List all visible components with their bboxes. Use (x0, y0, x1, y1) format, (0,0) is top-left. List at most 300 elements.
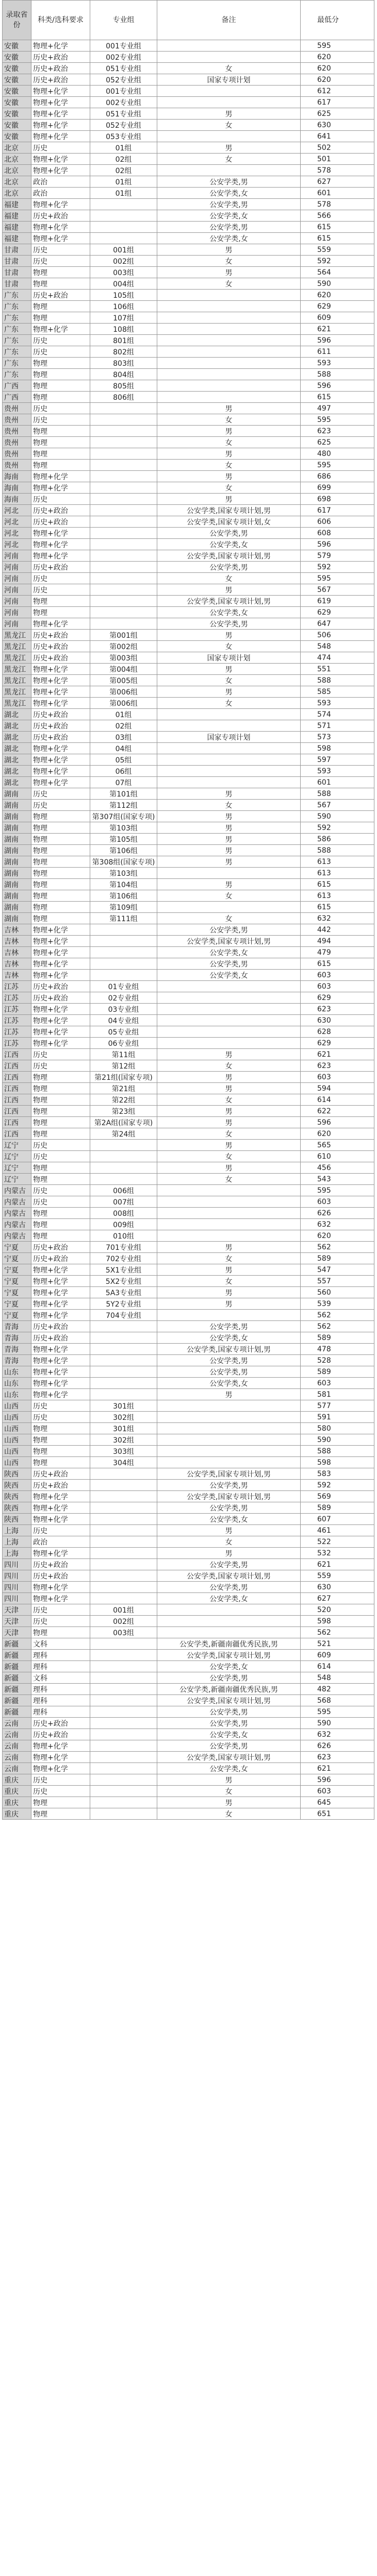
cell-group: 001组 (90, 244, 157, 256)
cell-score: 606 (301, 516, 374, 528)
cell-group: 07组 (90, 777, 157, 788)
cell-province: 广东 (3, 301, 31, 312)
cell-subject: 物理+化学 (31, 1276, 90, 1287)
cell-note: 公安学类,男 (157, 1740, 301, 1752)
cell-group (90, 199, 157, 210)
cell-province: 江苏 (3, 1038, 31, 1049)
cell-group: 第103组 (90, 822, 157, 834)
cell-province: 吉林 (3, 936, 31, 947)
cell-province: 辽宁 (3, 1140, 31, 1151)
cell-group (90, 403, 157, 414)
cell-province: 上海 (3, 1548, 31, 1559)
cell-subject: 政治 (31, 1536, 90, 1548)
cell-group (90, 1502, 157, 1514)
cell-province: 江西 (3, 1072, 31, 1083)
cell-province: 广东 (3, 346, 31, 358)
cell-score: 569 (301, 1491, 374, 1502)
cell-subject: 物理 (31, 1174, 90, 1185)
table-row (3, 1060, 374, 1072)
cell-subject: 历史+政治 (31, 652, 90, 664)
table-row (3, 641, 374, 652)
cell-group: 01组 (90, 188, 157, 199)
table-row (3, 1627, 374, 1638)
cell-province: 宁夏 (3, 1264, 31, 1276)
cell-province: 江西 (3, 1117, 31, 1128)
cell-note: 男 (157, 879, 301, 890)
cell-subject: 物理 (31, 426, 90, 437)
cell-group: 302组 (90, 1434, 157, 1446)
cell-subject: 物理 (31, 822, 90, 834)
table-row (3, 1106, 374, 1117)
cell-group: 004组 (90, 278, 157, 290)
cell-score: 521 (301, 1638, 374, 1650)
cell-score: 613 (301, 868, 374, 879)
cell-score: 588 (301, 369, 374, 380)
cell-province: 河南 (3, 573, 31, 584)
cell-note (157, 777, 301, 788)
cell-note: 公安学类,男 (157, 199, 301, 210)
cell-note (157, 1208, 301, 1219)
cell-group (90, 505, 157, 516)
cell-subject: 物理+化学 (31, 1366, 90, 1378)
cell-group: 02组 (90, 720, 157, 732)
table-row (3, 380, 374, 392)
cell-note (157, 131, 301, 142)
cell-group: 052专业组 (90, 120, 157, 131)
cell-subject: 物理+化学 (31, 86, 90, 97)
cell-subject: 物理 (31, 1094, 90, 1106)
cell-note: 国家专项计划 (157, 74, 301, 86)
cell-score: 532 (301, 1548, 374, 1559)
cell-score: 597 (301, 754, 374, 766)
cell-group (90, 1740, 157, 1752)
cell-province: 新疆 (3, 1650, 31, 1661)
cell-province: 湖北 (3, 720, 31, 732)
table-row (3, 1287, 374, 1298)
cell-subject: 历史 (31, 1786, 90, 1797)
cell-score: 528 (301, 1355, 374, 1366)
cell-subject: 历史+政治 (31, 210, 90, 222)
table-row (3, 97, 374, 108)
cell-score: 632 (301, 1219, 374, 1230)
cell-note: 公安学类,女 (157, 1729, 301, 1740)
cell-province: 广西 (3, 380, 31, 392)
cell-subject: 历史 (31, 494, 90, 505)
cell-score: 562 (301, 1627, 374, 1638)
cell-province: 湖南 (3, 856, 31, 868)
cell-province: 新疆 (3, 1684, 31, 1695)
cell-note: 男 (157, 1389, 301, 1400)
cell-subject: 物理+化学 (31, 743, 90, 754)
cell-province: 宁夏 (3, 1253, 31, 1264)
cell-note (157, 1604, 301, 1616)
cell-group (90, 1797, 157, 1808)
cell-note (157, 992, 301, 1004)
cell-note: 女 (157, 437, 301, 448)
cell-subject: 物理 (31, 913, 90, 924)
cell-province: 四川 (3, 1559, 31, 1570)
cell-note (157, 1230, 301, 1242)
cell-score: 501 (301, 154, 374, 165)
table-row (3, 788, 374, 800)
cell-group: 第112组 (90, 800, 157, 811)
cell-group: 第109组 (90, 902, 157, 913)
cell-province: 湖南 (3, 902, 31, 913)
cell-subject: 物理 (31, 811, 90, 822)
cell-score: 623 (301, 1060, 374, 1072)
cell-subject: 历史+政治 (31, 1729, 90, 1740)
cell-province: 宁夏 (3, 1287, 31, 1298)
cell-province: 四川 (3, 1570, 31, 1582)
cell-group: 108组 (90, 324, 157, 335)
table-row (3, 312, 374, 324)
cell-subject: 历史 (31, 1525, 90, 1536)
cell-group (90, 210, 157, 222)
cell-subject: 物理 (31, 1434, 90, 1446)
table-row (3, 63, 374, 74)
cell-score: 567 (301, 800, 374, 811)
cell-group: 第308组(国家专项) (90, 856, 157, 868)
cell-province: 湖南 (3, 811, 31, 822)
cell-subject: 历史 (31, 244, 90, 256)
cell-province: 山西 (3, 1434, 31, 1446)
table-row (3, 1570, 374, 1582)
cell-score: 548 (301, 641, 374, 652)
cell-score: 595 (301, 414, 374, 426)
table-row (3, 1151, 374, 1162)
table-row (3, 845, 374, 856)
cell-note: 公安学类,国家专项计划,男 (157, 1468, 301, 1480)
cell-subject: 历史 (31, 1049, 90, 1060)
cell-province: 安徽 (3, 120, 31, 131)
cell-group: 第12组 (90, 1060, 157, 1072)
cell-score: 474 (301, 652, 374, 664)
cell-province: 吉林 (3, 958, 31, 970)
table-row (3, 199, 374, 210)
cell-subject: 物理 (31, 1446, 90, 1457)
cell-score: 686 (301, 471, 374, 482)
cell-score: 620 (301, 52, 374, 63)
cell-score: 568 (301, 1695, 374, 1706)
cell-subject: 物理+化学 (31, 924, 90, 936)
cell-province: 江苏 (3, 1026, 31, 1038)
cell-subject: 物理+化学 (31, 1752, 90, 1763)
cell-subject: 历史+政治 (31, 630, 90, 641)
cell-province: 宁夏 (3, 1298, 31, 1310)
cell-score: 627 (301, 1593, 374, 1604)
cell-province: 山西 (3, 1446, 31, 1457)
cell-subject: 历史+政治 (31, 1242, 90, 1253)
cell-note: 公安学类,国家专项计划,男 (157, 550, 301, 562)
cell-group: 02组 (90, 165, 157, 176)
cell-subject: 物理+化学 (31, 1502, 90, 1514)
table-row (3, 358, 374, 369)
cell-score: 615 (301, 902, 374, 913)
cell-score: 548 (301, 1672, 374, 1684)
cell-score: 567 (301, 584, 374, 596)
cell-subject: 理科 (31, 1695, 90, 1706)
cell-group (90, 539, 157, 550)
cell-group (90, 958, 157, 970)
cell-group: 009组 (90, 1219, 157, 1230)
cell-score: 603 (301, 981, 374, 992)
cell-score: 589 (301, 1366, 374, 1378)
cell-group: 第106组 (90, 890, 157, 902)
cell-score: 579 (301, 550, 374, 562)
cell-group (90, 1491, 157, 1502)
cell-group: 702专业组 (90, 1253, 157, 1264)
cell-group: 第21组 (90, 1083, 157, 1094)
cell-group (90, 550, 157, 562)
header-province: 录取省份 (3, 1, 31, 40)
cell-group: 801组 (90, 335, 157, 346)
cell-province: 江苏 (3, 1004, 31, 1015)
table-row (3, 1049, 374, 1060)
cell-province: 天津 (3, 1604, 31, 1616)
cell-score: 562 (301, 1310, 374, 1321)
table-row (3, 346, 374, 358)
cell-subject: 物理+化学 (31, 1015, 90, 1026)
cell-province: 安徽 (3, 52, 31, 63)
cell-province: 广西 (3, 392, 31, 403)
cell-note: 女 (157, 675, 301, 686)
cell-group: 第111组 (90, 913, 157, 924)
cell-group (90, 1752, 157, 1763)
cell-note: 男 (157, 108, 301, 120)
cell-group: 5A3专业组 (90, 1287, 157, 1298)
cell-subject: 物理 (31, 1128, 90, 1140)
cell-subject: 物理+化学 (31, 97, 90, 108)
cell-score: 557 (301, 1276, 374, 1287)
cell-note: 男 (157, 267, 301, 278)
cell-group: 5X1专业组 (90, 1264, 157, 1276)
cell-subject: 物理+化学 (31, 1593, 90, 1604)
cell-province: 北京 (3, 142, 31, 154)
cell-note (157, 165, 301, 176)
cell-province: 湖南 (3, 879, 31, 890)
table-row (3, 1015, 374, 1026)
cell-score: 571 (301, 720, 374, 732)
cell-subject: 历史 (31, 1774, 90, 1786)
cell-score: 590 (301, 1718, 374, 1729)
cell-subject: 理科 (31, 1650, 90, 1661)
cell-score: 609 (301, 312, 374, 324)
cell-subject: 物理+化学 (31, 664, 90, 675)
cell-note: 公安学类,女 (157, 539, 301, 550)
cell-group (90, 1718, 157, 1729)
table-row (3, 936, 374, 947)
cell-subject: 物理+化学 (31, 222, 90, 233)
table-row (3, 1729, 374, 1740)
cell-group (90, 1582, 157, 1593)
cell-note: 公安学类,男 (157, 222, 301, 233)
cell-subject: 物理+化学 (31, 550, 90, 562)
cell-subject: 历史 (31, 1060, 90, 1072)
cell-score: 603 (301, 1786, 374, 1797)
cell-group (90, 437, 157, 448)
cell-subject: 物理+化学 (31, 528, 90, 539)
cell-subject: 历史 (31, 1196, 90, 1208)
table-row (3, 176, 374, 188)
cell-note: 男 (157, 686, 301, 698)
cell-score: 601 (301, 188, 374, 199)
table-row (3, 811, 374, 822)
table-row (3, 686, 374, 698)
cell-note: 男 (157, 584, 301, 596)
table-row (3, 74, 374, 86)
cell-subject: 历史+政治 (31, 74, 90, 86)
cell-score: 573 (301, 732, 374, 743)
cell-province: 山西 (3, 1400, 31, 1412)
table-row (3, 607, 374, 618)
cell-province: 广东 (3, 312, 31, 324)
cell-note (157, 40, 301, 52)
cell-score: 589 (301, 1332, 374, 1344)
table-row (3, 1480, 374, 1491)
cell-province: 贵州 (3, 403, 31, 414)
cell-subject: 物理 (31, 1230, 90, 1242)
cell-note: 男 (157, 142, 301, 154)
cell-subject: 历史+政治 (31, 562, 90, 573)
cell-note: 男 (157, 664, 301, 675)
table-row (3, 528, 374, 539)
cell-note: 女 (157, 1128, 301, 1140)
cell-subject: 理科 (31, 1684, 90, 1695)
cell-subject: 物理 (31, 278, 90, 290)
header-row (3, 1, 374, 40)
cell-note (157, 335, 301, 346)
table-row (3, 278, 374, 290)
cell-group (90, 1774, 157, 1786)
cell-subject: 物理 (31, 1106, 90, 1117)
cell-score: 442 (301, 924, 374, 936)
cell-province: 江西 (3, 1094, 31, 1106)
table-row (3, 210, 374, 222)
cell-group: 105组 (90, 290, 157, 301)
cell-note (157, 754, 301, 766)
cell-note (157, 1185, 301, 1196)
cell-note: 男 (157, 856, 301, 868)
cell-note (157, 52, 301, 63)
table-row (3, 675, 374, 686)
cell-note: 男 (157, 1797, 301, 1808)
table-row (3, 584, 374, 596)
cell-province: 宁夏 (3, 1276, 31, 1287)
cell-note: 女 (157, 1151, 301, 1162)
table-row (3, 1661, 374, 1672)
cell-score: 632 (301, 1729, 374, 1740)
cell-score: 506 (301, 630, 374, 641)
cell-note (157, 1196, 301, 1208)
cell-note: 公安学类,女 (157, 1378, 301, 1389)
cell-province: 内蒙古 (3, 1230, 31, 1242)
cell-province: 新疆 (3, 1661, 31, 1672)
cell-group: 第21组(国家专项) (90, 1072, 157, 1083)
cell-note (157, 868, 301, 879)
cell-province: 黑龙江 (3, 652, 31, 664)
cell-group (90, 1559, 157, 1570)
cell-subject: 物理 (31, 596, 90, 607)
cell-province: 甘肃 (3, 256, 31, 267)
table-row (3, 1400, 374, 1412)
table-row (3, 1514, 374, 1525)
cell-province: 内蒙古 (3, 1196, 31, 1208)
cell-province: 天津 (3, 1616, 31, 1627)
cell-score: 625 (301, 437, 374, 448)
cell-province: 云南 (3, 1752, 31, 1763)
cell-note (157, 766, 301, 777)
cell-subject: 物理+化学 (31, 324, 90, 335)
cell-note: 男 (157, 845, 301, 856)
cell-score: 626 (301, 1740, 374, 1752)
cell-subject: 物理 (31, 448, 90, 460)
cell-note: 公安学类,国家专项计划,女 (157, 516, 301, 528)
cell-score: 591 (301, 1412, 374, 1423)
cell-group (90, 1174, 157, 1185)
cell-note: 公安学类,男 (157, 958, 301, 970)
cell-subject: 历史+政治 (31, 63, 90, 74)
table-row (3, 505, 374, 516)
cell-province: 黑龙江 (3, 675, 31, 686)
cell-group: 006组 (90, 1185, 157, 1196)
cell-province: 青海 (3, 1332, 31, 1344)
cell-subject: 历史+政治 (31, 1321, 90, 1332)
cell-group: 01专业组 (90, 981, 157, 992)
cell-subject: 历史 (31, 346, 90, 358)
table-row (3, 437, 374, 448)
cell-group (90, 1638, 157, 1650)
table-row (3, 879, 374, 890)
cell-subject: 历史 (31, 1616, 90, 1627)
cell-score: 627 (301, 176, 374, 188)
cell-subject: 历史+政治 (31, 1559, 90, 1570)
cell-province: 重庆 (3, 1786, 31, 1797)
table-row (3, 868, 374, 879)
table-row (3, 902, 374, 913)
cell-group: 802组 (90, 346, 157, 358)
cell-score: 497 (301, 403, 374, 414)
table-row (3, 1525, 374, 1536)
cell-note: 公安学类,女 (157, 1593, 301, 1604)
table-row (3, 86, 374, 97)
cell-score: 596 (301, 1774, 374, 1786)
table-row (3, 1094, 374, 1106)
cell-score: 586 (301, 834, 374, 845)
cell-note: 公安学类,国家专项计划,男 (157, 1570, 301, 1582)
cell-group (90, 1672, 157, 1684)
header-subject: 科类/选科要求 (31, 1, 90, 40)
cell-note (157, 301, 301, 312)
table-row (3, 1638, 374, 1650)
cell-subject: 历史+政治 (31, 732, 90, 743)
table-row (3, 324, 374, 335)
cell-note: 公安学类,男 (157, 1355, 301, 1366)
table-row (3, 981, 374, 992)
table-row (3, 471, 374, 482)
cell-subject: 历史 (31, 1140, 90, 1151)
cell-score: 620 (301, 290, 374, 301)
cell-note: 公安学类,女 (157, 1332, 301, 1344)
cell-province: 陕西 (3, 1514, 31, 1525)
table-row (3, 777, 374, 788)
cell-score: 593 (301, 698, 374, 709)
cell-province: 河南 (3, 618, 31, 630)
cell-province: 江西 (3, 1060, 31, 1072)
table-row (3, 1083, 374, 1094)
cell-note: 女 (157, 1276, 301, 1287)
cell-group (90, 1140, 157, 1151)
table-row (3, 1162, 374, 1174)
